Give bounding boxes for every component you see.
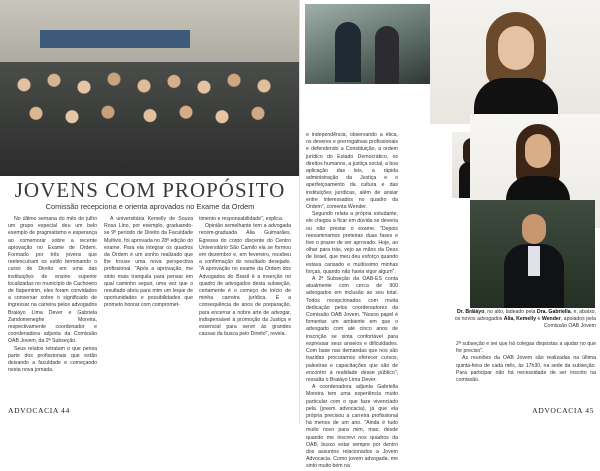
- paragraph: 2ª subseção e sei que há colegas dispostas a ajudar no que for preciso".: [456, 341, 596, 355]
- article-headline: JOVENS COM PROPÓSITO: [14, 178, 286, 202]
- right-column-1: [306, 132, 398, 470]
- paragraph: timento e responsabilidade", explica.: [199, 216, 284, 222]
- paragraph: As reuniões da OAB Jovem são realizadas na última quinta-feira de cada mês, às 17h30, na sede da subseção. Para participar não há necessidade de ser inscrito na comissão.: [456, 355, 596, 384]
- portrait-gabriella: [430, 0, 600, 124]
- paragraph: Opinião semelhante tem a advogada recém-graduada Alia Guimarães. Egressa do corpo discente do Centro Universitário São Camilo ela se formou em dezembro e, em fevereiro, recebeu a confirmação do resultado desejado. "A aprovação no exame da Ordem dos Advogados do Brasil é a inserção no quadro de advogados desta subseção, certamente é o começo de início de minha carreira jurídica. É a consequência de anos de preparação, para encerrar a nobre arte de advogar, indispensável à promoção da Justiça e essencial para servir às grandes causas da busca pelo Direito", revela.: [199, 223, 291, 338]
- group-photo: [0, 0, 300, 176]
- page-number-left: ADVOCACIA 44: [8, 406, 70, 415]
- left-column-3: [199, 216, 291, 386]
- left-column-1: [8, 216, 97, 386]
- article-subheadline: Comissão recepciona e orienta aprovados no Exame da Ordem: [45, 202, 255, 211]
- caption-name: Alia, Kemelly: [503, 316, 537, 322]
- portrait-wender: [470, 200, 595, 308]
- paragraph: A coordenadora adjunta Gabriella Moreira tem uma experiência muito particular com o que faze vivenciado pela (jovem advocacia), já que ela própria precisou a carreira profissional há menos de um ano. "Ainda é tudo muito novo para mim, mas, desde quando me inscrevi nos quadros da OAB, busco estar sempre por dentro dos assuntos relacionados a Jovem Advocacia. Como jovem advogada, me sinto muito bem na: [306, 384, 398, 470]
- paragraph: A 2ª Subseção da OAB-ES conta atualmente com cerca de 900 advogados em inclusão ao seu total. Todos recepcionados com muita dedicação pelos coordenadores da Comissão OAB Jovem. "Nosso papel é fomentar um ambiente em que o advogado com até cinco anos de inscrição se sinta confortável para expressar seus anseios e dificuldades. Com base nas demandas que nos são trazidas procuramos oferecer cursos, palestras e capacitações que são de encontro à realidade desse público", ressalta o Braiáyo Lima Dever.: [306, 276, 398, 383]
- left-page: [0, 0, 300, 424]
- meeting-photo: [305, 4, 435, 84]
- photo-caption: Dr. Brâiáyo, no alto, ladeado pela Dra. Gabriella, e, abaixo, os novos advogados Alia, Kemelly e Wender, apoiados pela Comissão OAB Jovem: [454, 309, 596, 329]
- paragraph: Segundo relata a própria estudante, ele chegou a ficar em dúvida se deveria ou não prestar o exame. "Depois reexaminamos preteiras duas fases e tive o prazer de ser aprovado. Hoje, ao olhar para trás, vejo as mãos da Deus de Israel, que meu deu esforço quando estava cansado e muitíssimo minhas forças, quando não havia vigor algum".: [306, 211, 398, 275]
- caption-name: Wender: [541, 316, 561, 322]
- paragraph: Seus relatos retratam o que pensa parte dos profissionais que estão deixando a faculdade e começando nesta nova jornada.: [8, 345, 97, 374]
- caption-name: Dr. Brâiáyo: [456, 309, 485, 315]
- left-column-2: [104, 216, 193, 386]
- paragraph: A universitária Kemelly de Souza Rosa Lino, por exemplo, graduando-se 9º período de Direito da Faculdade Multivix, foi aprovada no 28º edição do exame. Para ela integrar os quadros da Ordem é um sonho realizado que lhe trouxe uma nova perspectiva profissional. "Após a aprovação, me sinto mais tranquila para pensar em qual caminho seguir, uma vez que o resultado abriu para mim um leque de oportunidades e possibilidades que prometo honrar com compromet-: [104, 216, 193, 309]
- paragraph: e independência, observando a ética, os deveres e prerrogativas profissionais e defendendo a Constituição, a ordem jurídico do Estado Democrático, os direitos humanos, a justiça social, a boa aplicação das leis, a rápida administração da Justiça e o aperfeiçoamento da cultura e das instituições jurídicas, além de ansiar entre interessados no quadro da Ordem", comenta Wender.: [306, 132, 398, 211]
- paragraph: No último semana do mês de julho um grupo especial deu um belo exemplo de pragmatismo e esperança ao comemorar sobre a recente aprovação no Exame de Ordem. Formado por três jovens que reelencuíram os estilo terminando o curso de Direito em uma das instituições de ensino superior localizadas no município de Cachoeiro de Itapemirim, eles foram convidados a conversar sobre o significado de ingressar na carreira pelos advogados Braiáyo Lima Dever e Gabriela Zandomeneghe Moreira, respectivamente coordenador e coordenadora adjunta da Comissão OAB Jovem, da 2ª Subseção.: [8, 216, 97, 345]
- right-column-2: [456, 341, 596, 401]
- caption-name: Dra. Gabriella: [536, 309, 571, 315]
- page-number-right: ADVOCACIA 45: [532, 406, 594, 415]
